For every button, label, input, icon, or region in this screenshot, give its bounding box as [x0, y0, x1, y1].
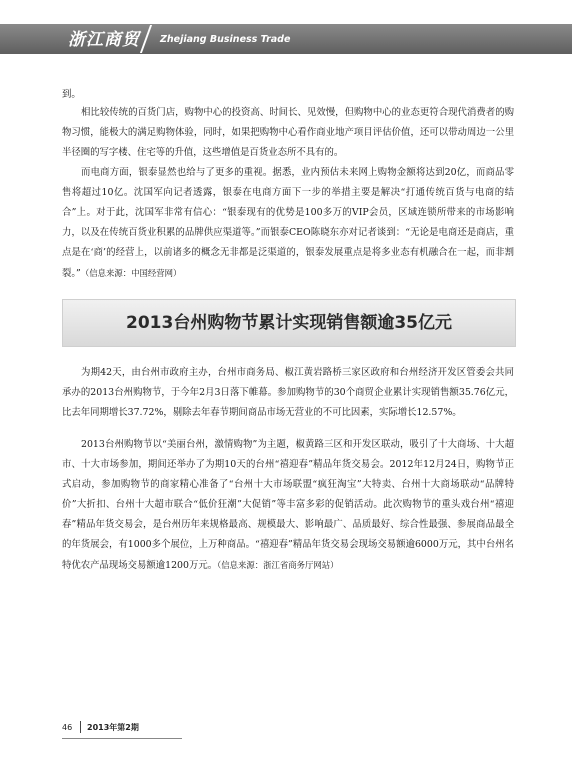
- article2-title: 2013台州购物节累计实现销售额逾35亿元: [126, 313, 452, 333]
- article1-source: （信息来源：中国经营网）: [80, 268, 182, 278]
- article1-paragraph-2: [62, 163, 514, 284]
- article2-paragraph-2-text: 2013台州购物节以“美丽台州，激情购物”为主题，椒黄路三区和开发区联动，吸引了十大商场、十大超市、十大市场参加，期间还举办了为期10天的台州“禧迎春”精品年货交易会。2012年12月24日，购物节正式启动，参加购物节的商家精心准备了“台州十大市场联盟“疯狂淘宝”大特卖、台州十大商场联动“品牌特价”大折扣、台州十大超市联合“低价狂潮”大促销”等丰富多彩的促销活动。此次购物节的重头戏台州“禧迎春”精品年货交易会，是台州历年来规格最高、规模最大、影响最广、品质最好、综合性最强、参展商品最全的年货展会，有1000多个展位，上万种商品。“禧迎春”精品年货交易会现场交易额逾6000万元，其中台州名特优农产品现场交易额逾1200万元。: [62, 439, 514, 571]
- article2-paragraph-1: 为期42天，由台州市政府主办，台州市商务局、椒江黄岩路桥三家区政府和台州经济开发区管委会共同承办的2013台州购物节，于今年2月3日落下帷幕。参加购物节的30个商贸企业累计实现销售额35.76亿元，比去年同期增长37.72%，剔除去年春节期间商品市场无营业的不可比因素，实际增长12.57%。: [62, 367, 514, 418]
- article2-title-box: [62, 299, 516, 347]
- magazine-english-title: Zhejiang Business Trade: [160, 34, 291, 45]
- issue-label: 2013年第2期: [87, 723, 139, 732]
- article1-continuation: 到。: [62, 89, 81, 100]
- article2-paragraph-2: [62, 435, 514, 576]
- article2-source: （信息来源：浙江省商务厅网站）: [217, 560, 339, 570]
- article1-paragraph-1: 相比较传统的百货门店，购物中心的投资高、时间长、见效慢，但购物中心的业态更符合现代消费者的购物习惯，能极大的满足购物体验，同时，如果把购物中心看作商业地产项目评估价值，还可以带动周边一公里半径圈的写字楼、住宅等的升值，这些增值是百货业态所不具有的。: [62, 107, 514, 158]
- footer-rule: [62, 738, 182, 739]
- article1-paragraph-2-text: 而电商方面，银泰显然也给与了更多的重视。据悉，业内预估未来网上购物金额将达到20亿，而商品零售将超过10亿。沈国军向记者透露，银泰在电商方面下一步的举措主要是解决“打通传统百货与电商的结合”上。对于此，沈国军非常有信心：“银泰现有的优势是100多万的VIP会员，区域连锁所带来的市场影响力，以及在传统百货业积累的品牌供应渠道等。”而银泰CEO陈晓东亦对记者谈到：“无论是电商还是商店，重点是在‘商’的经营上，以前诸多的概念无非都是泛渠道的，银泰发展重点是将多业态有机融合在一起，而非割裂。”: [62, 167, 514, 279]
- magazine-logo: 浙江商贸: [68, 30, 140, 50]
- footer-separator: [80, 721, 81, 733]
- page-number: 46: [62, 723, 73, 732]
